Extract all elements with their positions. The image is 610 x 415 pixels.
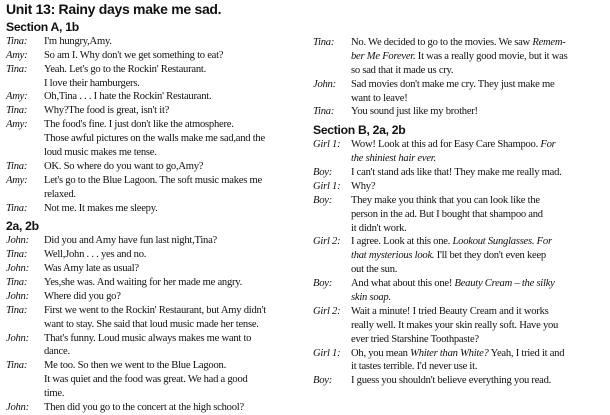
dialogue-text-part: Then did you go to the concert at the high school?: [44, 402, 244, 414]
dialogue-line: [6, 248, 306, 262]
italic-ad-text: that mysterious look.: [351, 250, 435, 262]
dialogue-line: [313, 105, 605, 119]
dialogue-line: [6, 104, 306, 118]
dialogue-line: [313, 36, 605, 50]
dialogue-text-part: I guess you shouldn't believe everything you read.: [351, 375, 552, 387]
dialogue-text: [44, 387, 64, 401]
dialogue-line: [6, 359, 306, 373]
speaker-name: Boy:: [313, 375, 332, 387]
dialogue-text: [351, 152, 436, 166]
dialogue-line: [6, 63, 306, 77]
dialogue-text: [351, 138, 556, 152]
dialogue-text-part: It was a really good movie, but it was: [415, 50, 568, 62]
speaker-name: Tina:: [313, 106, 335, 118]
dialogue-line: [6, 202, 306, 216]
dialogue-text: [351, 360, 477, 374]
dialogue-text-part: It was quiet and the food was great. We had a good: [44, 374, 248, 386]
dialogue-line: [313, 180, 605, 194]
dialogue-line: [313, 166, 605, 180]
speaker-name: Amy:: [6, 174, 28, 186]
section-heading: Section A, 1b: [6, 20, 79, 34]
dialogue-line: [313, 194, 605, 208]
dialogue-text-part: Let's go to the Blue Lagoon. The soft music makes me: [44, 174, 262, 186]
speaker-name: John:: [6, 235, 29, 247]
dialogue-text: [44, 304, 266, 318]
speaker-name: Tina:: [6, 360, 28, 372]
dialogue-line: [313, 235, 605, 249]
dialogue-text-part: Not me. It makes me sleepy.: [44, 202, 158, 214]
dialogue-text-part: Where did you go?: [44, 290, 121, 302]
speaker-name: Boy:: [313, 194, 332, 206]
speaker-name: Tina:: [313, 37, 335, 48]
dialogue-text-part: They make you think that you can look like the: [351, 194, 540, 206]
dialogue-line: [6, 345, 306, 359]
dialogue-line: [6, 234, 306, 248]
dialogue-text: [44, 35, 112, 49]
dialogue-text-part: That's funny. Loud music always makes me want to: [44, 332, 252, 344]
dialogue-line: [313, 291, 605, 305]
dialogue-line: [313, 152, 605, 166]
dialogue-text-part: Oh, you mean: [351, 347, 411, 359]
speaker-name: Girl 1:: [313, 180, 341, 192]
speaker-name: Amy:: [6, 91, 28, 103]
section-heading: Section B, 2a, 2b: [313, 123, 406, 138]
dialogue-line: [6, 49, 306, 63]
speaker-name: Boy:: [313, 278, 332, 290]
dialogue-text-part: Did you and Amy have fun last night,Tina?: [44, 235, 217, 247]
dialogue-line: [6, 77, 306, 91]
speaker-name: Amy:: [6, 49, 28, 61]
dialogue-text-part: I can't stand ads like that! They make me really mad.: [351, 167, 562, 179]
dialogue-text: [351, 347, 564, 361]
dialogue-line: [6, 174, 306, 188]
dialogue-line: [6, 160, 306, 174]
italic-ad-text: Lookout Sunglasses. For: [452, 236, 552, 248]
dialogue-line: [6, 35, 306, 49]
dialogue-line: [313, 78, 605, 92]
dialogue-line: [6, 387, 306, 401]
dialogue-line: [313, 319, 605, 333]
dialogue-text: [351, 180, 375, 194]
dialogue-text: [44, 276, 242, 290]
dialogue-line: [6, 146, 306, 160]
dialogue-line: [313, 360, 605, 374]
dialogue-text-part: You sound just like my brother!: [351, 106, 478, 118]
dialogue-text-part: so sad that it made us cry.: [351, 64, 454, 76]
dialogue-text: [44, 234, 217, 248]
speaker-name: Tina:: [6, 160, 28, 172]
dialogue-text: [44, 104, 169, 118]
dialogue-text-part: No. We decided to go to the movies. We saw: [351, 37, 533, 48]
speaker-name: Tina:: [6, 249, 28, 261]
speaker-name: Tina:: [6, 277, 28, 289]
dialogue-text: [351, 105, 478, 119]
dialogue-text: [44, 118, 234, 132]
italic-ad-text: Whiter than White?: [410, 347, 489, 359]
dialogue-text-part: Sad movies don't make me cry. They just make me: [351, 78, 555, 90]
dialogue-text: [44, 63, 206, 77]
speaker-name: Girl 1:: [313, 139, 341, 151]
dialogue-text: [351, 222, 407, 236]
speaker-name: John:: [313, 78, 336, 90]
dialogue-text-part: want to stay. She said that loud music made her tense.: [44, 318, 259, 330]
dialogue-text: [44, 373, 248, 387]
speaker-name: Amy:: [6, 119, 28, 131]
dialogue-text: [351, 333, 479, 347]
dialogue-text: [44, 262, 139, 276]
dialogue-text-part: it didn't work.: [351, 222, 407, 234]
dialogue-text-part: The food's fine. I just don't like the atmosphere.: [44, 119, 234, 131]
dialogue-text-part: want to leave!: [351, 92, 408, 104]
dialogue-text: [44, 49, 223, 63]
speaker-name: Tina:: [6, 35, 28, 47]
speaker-name: John:: [6, 402, 29, 414]
dialogue-text-part: Those awful pictures on the walls make me sad,and the: [44, 133, 265, 145]
dialogue-text: [351, 194, 540, 208]
dialogue-text: [351, 50, 567, 64]
dialogue-text-part: time.: [44, 388, 65, 400]
speaker-name: John:: [6, 332, 29, 344]
dialogue-line: [6, 90, 306, 104]
italic-ad-text: skin soap.: [351, 292, 391, 304]
dialogue-line: [313, 222, 605, 236]
speaker-name: Tina:: [6, 105, 28, 117]
dialogue-text: [351, 305, 549, 319]
dialogue-line: [313, 305, 605, 319]
left-column: [6, 21, 306, 415]
dialogue-text-part: out the sun.: [351, 264, 398, 276]
dialogue-text: [44, 146, 157, 160]
dialogue-text-part: I agree. Look at this one.: [351, 236, 453, 248]
dialogue-text: [44, 359, 226, 373]
dialogue-text: [44, 290, 121, 304]
dialogue-text: [44, 248, 146, 262]
dialogue-text-part: I love their hamburgers.: [44, 77, 140, 89]
dialogue-text-part: Me too. So then we went to the Blue Lagoon.: [44, 360, 226, 372]
dialogue-line: [6, 318, 306, 332]
unit-title: Unit 13: Rainy days make me sad.: [6, 1, 222, 17]
dialogue-text: [44, 318, 259, 332]
dialogue-text-part: really well. It makes your skin really soft. Have you: [351, 319, 559, 331]
dialogue-line: [6, 188, 306, 202]
dialogue-line: [313, 277, 605, 291]
dialogue-text-part: OK. So where do you want to go,Amy?: [44, 160, 204, 172]
dialogue-text: [351, 166, 562, 180]
dialogue-line: [6, 332, 306, 346]
dialogue-text: [351, 208, 543, 222]
dialogue-text-part: Yes,she was. And waiting for her made me angry.: [44, 277, 243, 289]
dialogue-line: [6, 304, 306, 318]
dialogue-line: [313, 374, 605, 388]
dialogue-line: [6, 276, 306, 290]
dialogue-text-part: I'm hungry,Amy.: [44, 35, 112, 47]
dialogue-line: [6, 373, 306, 387]
dialogue-line: [313, 138, 605, 152]
dialogue-line: [313, 64, 605, 78]
dialogue-line: [313, 333, 605, 347]
dialogue-text-part: it tastes terrible. I'd never use it.: [351, 361, 478, 373]
dialogue-text-part: loud music makes me tense.: [44, 147, 157, 159]
dialogue-text-part: ever tried Starshine Toothpaste?: [351, 333, 479, 345]
dialogue-text-part: Yeah, I tried it and: [488, 347, 565, 359]
dialogue-text: [351, 374, 551, 388]
dialogue-text: [351, 319, 558, 333]
dialogue-text-part: So am I. Why don't we get something to eat?: [44, 49, 224, 61]
dialogue-text: [351, 249, 546, 263]
dialogue-line: [6, 262, 306, 276]
dialogue-line: [6, 132, 306, 146]
dialogue-text: [44, 77, 140, 91]
dialogue-text-part: I'll bet they don't even keep: [434, 250, 546, 262]
speaker-name: Tina:: [6, 202, 28, 214]
dialogue-line: [313, 208, 605, 222]
speaker-name: Tina:: [6, 304, 28, 316]
dialogue-text-part: person in the ad. But I bought that shampoo and: [351, 208, 543, 220]
dialogue-text: [44, 174, 262, 188]
dialogue-line: [313, 347, 605, 361]
dialogue-text-part: Why?The food is great, isn't it?: [44, 105, 170, 117]
dialogue-text: [351, 78, 554, 92]
italic-ad-text: For: [540, 139, 556, 151]
dialogue-text-part: Well,John . . . yes and no.: [44, 249, 147, 261]
dialogue-text: [44, 90, 211, 104]
dialogue-line: [313, 263, 605, 277]
speaker-name: Girl 2:: [313, 305, 341, 317]
dialogue-text-part: First we went to the Rockin' Restaurant, but Amy didn't: [44, 304, 266, 316]
dialogue-line: [313, 249, 605, 263]
speaker-name: Girl 1:: [313, 347, 341, 359]
dialogue-text: [351, 64, 453, 78]
dialogue-text: [351, 263, 397, 277]
speaker-name: Girl 2:: [313, 236, 341, 248]
right-column: [313, 36, 605, 388]
dialogue-text-part: And what about this one!: [351, 278, 455, 290]
dialogue-text: [351, 36, 566, 50]
speaker-name: John:: [6, 290, 29, 302]
dialogue-text-part: relaxed.: [44, 188, 76, 200]
dialogue-text-part: Why?: [351, 180, 376, 192]
dialogue-line: [6, 290, 306, 304]
dialogue-line: [313, 92, 605, 106]
section-heading: 2a, 2b: [6, 219, 39, 234]
dialogue-text-part: Yeah. Let's go to the Rockin' Restaurant.: [44, 63, 206, 75]
dialogue-line: [313, 50, 605, 64]
speaker-name: Boy:: [313, 167, 332, 179]
dialogue-text: [44, 132, 265, 146]
dialogue-text-part: Was Amy late as usual?: [44, 263, 139, 275]
speaker-name: Tina:: [6, 63, 28, 75]
dialogue-text: [351, 235, 552, 249]
speaker-name: John:: [6, 263, 29, 275]
italic-ad-text: Beauty Cream – the silky: [454, 278, 555, 290]
dialogue-text-part: Wow! Look at this ad for Easy Care Shampoo.: [351, 139, 541, 151]
dialogue-text: [351, 291, 391, 305]
dialogue-text: [44, 188, 76, 202]
italic-ad-text: Remem-: [532, 37, 566, 48]
dialogue-text: [351, 92, 408, 106]
dialogue-text-part: dance.: [44, 346, 70, 358]
italic-ad-text: the shiniest hair ever.: [351, 153, 436, 165]
dialogue-text: [44, 160, 203, 174]
dialogue-text: [351, 277, 555, 291]
dialogue-text: [44, 345, 70, 359]
dialogue-text: [44, 202, 157, 216]
dialogue-text-part: Wait a minute! I tried Beauty Cream and it works: [351, 305, 549, 317]
dialogue-text-part: Oh,Tina . . . I hate the Rockin' Restaurant.: [44, 91, 212, 103]
dialogue-text: [44, 332, 251, 346]
italic-ad-text: ber Me Forever.: [351, 50, 416, 62]
dialogue-line: [6, 118, 306, 132]
